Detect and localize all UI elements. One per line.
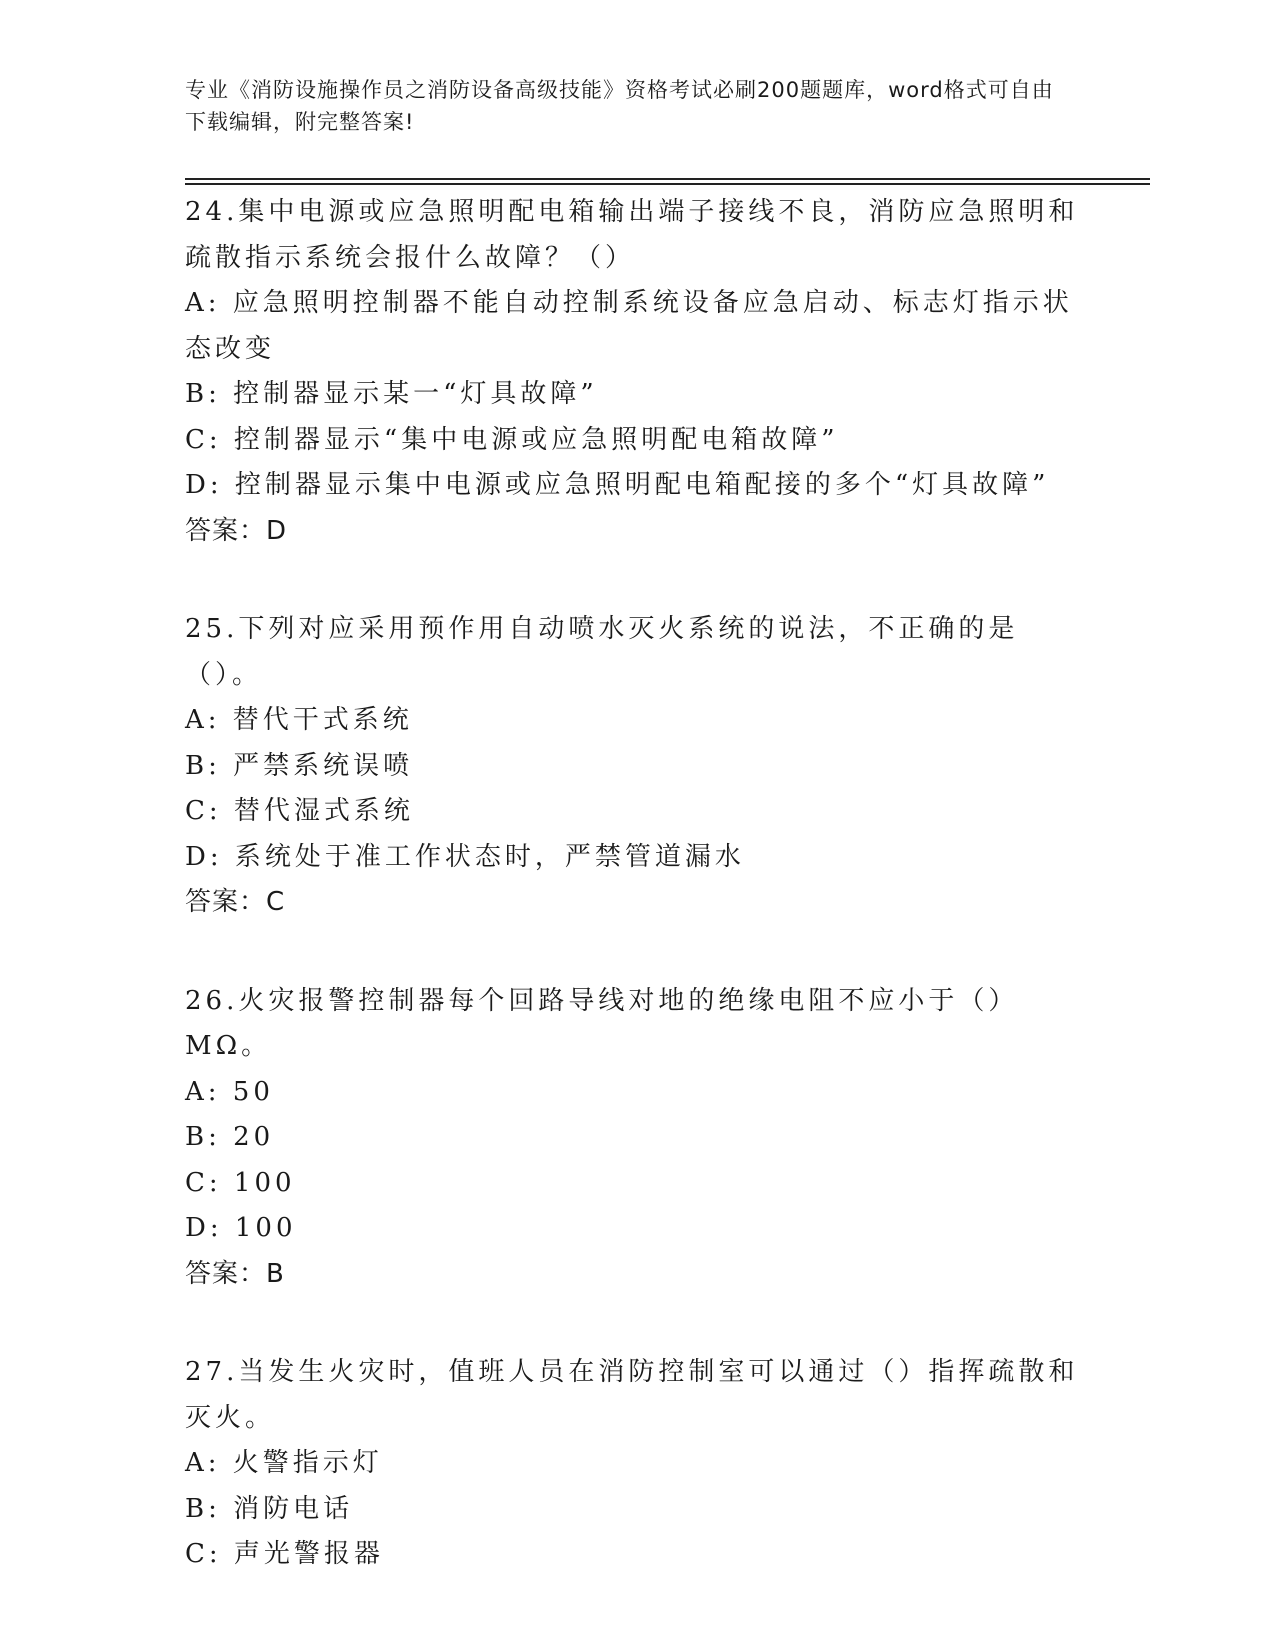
question-text: 26.火灾报警控制器每个回路导线对地的绝缘电阻不应小于（）MΩ。 [185,985,1019,1061]
header-rule-top [185,178,1150,180]
question-26 [185,979,1085,1298]
header-rule-bottom [185,183,1150,185]
option-d: D: 系统处于准工作状态时，严禁管道漏水 [185,841,745,872]
answer: 答案：B [185,1258,285,1289]
option-c: C: 声光警报器 [185,1539,384,1569]
option-c: C: 替代湿式系统 [185,796,414,826]
question-27 [185,1350,1085,1578]
option-c: C: 100 [185,1167,296,1198]
option-b: B: 20 [185,1122,275,1152]
option-d: D: 控制器显示集中电源或应急照明配电箱配接的多个“灯具故障” [185,470,1050,500]
question-text: 25.下列对应采用预作用自动喷水灭火系统的说法，不正确的是（）。 [185,614,1019,690]
question-text: 27.当发生火灾时，值班人员在消防控制室可以通过（）指挥疏散和灭火。 [185,1357,1079,1433]
option-a: A: 火警指示灯 [185,1448,383,1478]
option-a: A: 应急照明控制器不能自动控制系统设备应急启动、标志灯指示状态改变 [185,288,1073,364]
question-text: 24.集中电源或应急照明配电箱输出端子接线不良，消防应急照明和疏散指示系统会报什么故障？（） [185,197,1079,273]
option-b: B: 严禁系统误喷 [185,750,414,781]
question-24 [185,190,1085,554]
option-c: C: 控制器显示“集中电源或应急照明配电箱故障” [185,424,839,455]
option-a: A: 50 [185,1076,274,1107]
option-a: A: 替代干式系统 [185,705,413,735]
option-b: B: 消防电话 [185,1493,354,1524]
document-header: 专业《消防设施操作员之消防设备高级技能》资格考试必刷200题题库，word格式可自由下载编辑，附完整答案! [185,78,1054,134]
question-25 [185,607,1085,926]
option-b: B: 控制器显示某一“灯具故障” [185,379,598,409]
option-d: D: 100 [185,1213,297,1243]
answer: 答案：C [185,887,286,917]
answer: 答案：D [185,515,288,546]
question-list [185,190,1085,1578]
